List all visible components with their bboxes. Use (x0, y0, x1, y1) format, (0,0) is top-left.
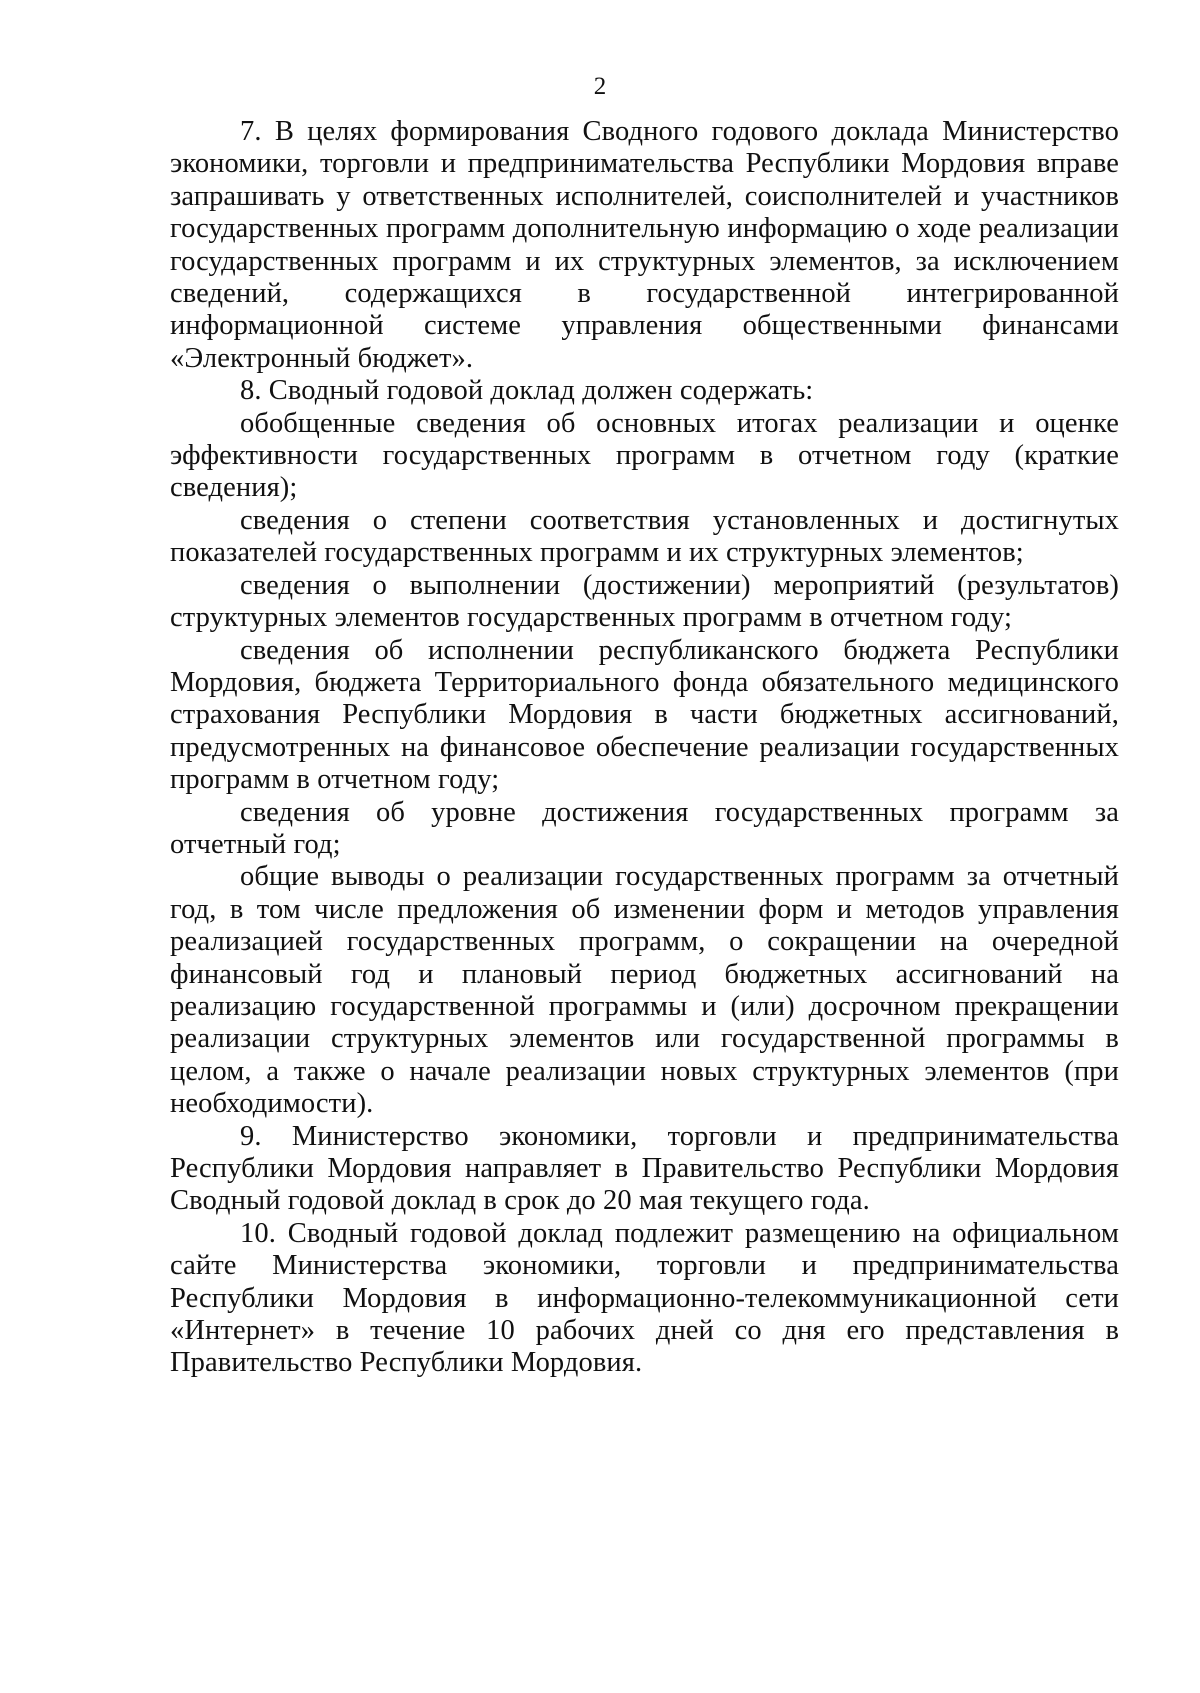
paragraph-9: 9. Министерство экономики, торговли и предпринимательства Республики Мордовия направляет в Правительство Республики Мордовия Сводный годовой доклад в срок до 20 мая текущего года. (170, 1120, 1119, 1217)
paragraph-7: 7. В целях формирования Сводного годового доклада Министерство экономики, торговли и предпринимательства Республики Мордовия вправе запрашивать у ответственных исполнителей, соисполнителей и участников государственных программ дополнительную информацию о ходе реализации государственных программ и их структурных элементов, за исключением сведений, содержащихся в государственной интегрированной информационной системе управления общественными финансами «Электронный бюджет». (170, 116, 1119, 374)
paragraph-8-item-conclusions: общие выводы о реализации государственных программ за отчетный год, в том числе предложения об изменении форм и методов управления реализацией государственных программ, о сокращении на очередной финансовый год и плановый период бюджетных ассигнований на реализацию государственной программы и (или) досрочном прекращении реализации структурных элементов или государственной программы в целом, а также о начале реализации новых структурных элементов (при необходимости). (170, 861, 1119, 1120)
page-number: 2 (593, 73, 607, 100)
paragraph-8-heading: 8. Сводный годовой доклад должен содержать: (240, 375, 814, 407)
paragraph-8-item-activities: сведения о выполнении (достижении) мероприятий (результатов) структурных элементов государственных программ в отчетном году; (170, 569, 1119, 634)
paragraph-8-item-budget: сведения об исполнении республиканского бюджета Республики Мордовия, бюджета Территориального фонда обязательного медицинского страхования Республики Мордовия в части бюджетных ассигнований, предусмотренных на финансовое обеспечение реализации государственных программ в отчетном году; (170, 634, 1119, 796)
paragraph-8-item-indicators: сведения о степени соответствия установленных и достигнутых показателей государственных программ и их структурных элементов; (170, 504, 1119, 569)
paragraph-8-item-summary: обобщенные сведения об основных итогах реализации и оценке эффективности государственных программ в отчетном году (краткие сведения); (170, 407, 1119, 504)
paragraph-8-item-achievement: сведения об уровне достижения государственных программ за отчетный год; (170, 796, 1119, 860)
paragraph-10: 10. Сводный годовой доклад подлежит размещению на официальном сайте Министерства экономики, торговли и предпринимательства Республики Мордовия в информационно-телекоммуникационной сети «Интернет» в течение 10 рабочих дней со дня его представления в Правительство Республики Мордовия. (170, 1217, 1119, 1379)
document-body (170, 116, 1119, 1380)
